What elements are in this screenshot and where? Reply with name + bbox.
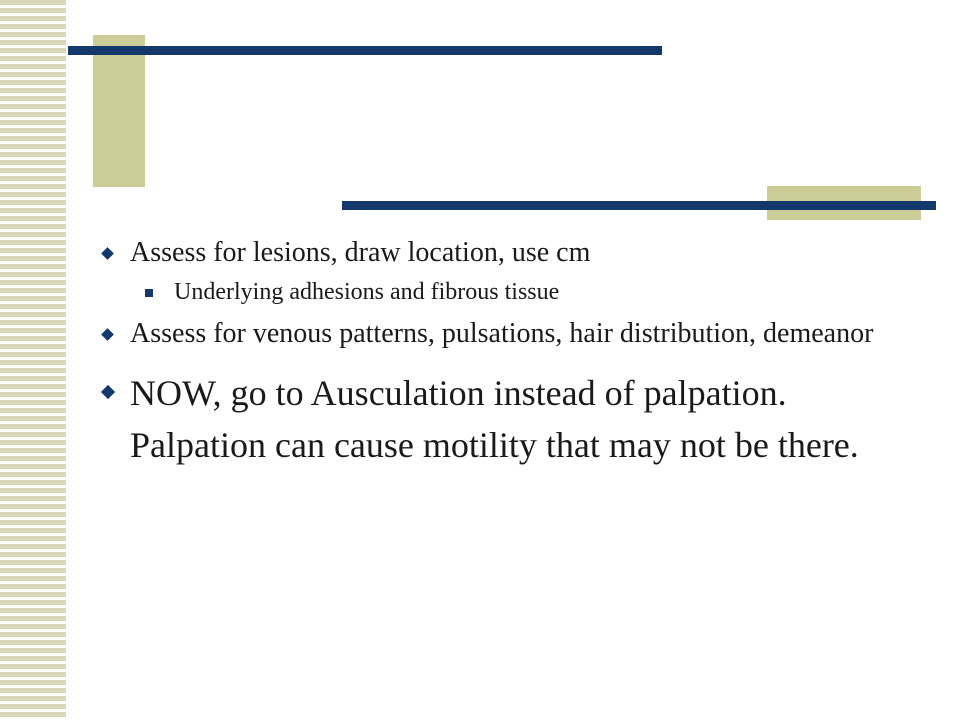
sub-bullet-item — [142, 278, 900, 307]
bullet-text: Assess for lesions, draw location, use cm — [130, 237, 591, 268]
bullet-text: NOW, go to Ausculation instead of palpation. Palpation can cause motility that may not be there. — [130, 372, 859, 466]
bullet-item — [100, 236, 900, 270]
left-stripe-decoration — [0, 0, 68, 720]
slide-title — [160, 70, 860, 180]
bullet-text: Assess for venous patterns, pulsations, hair distribution, demeanor — [130, 318, 874, 350]
diamond-bullet-icon — [101, 329, 114, 342]
sub-bullet-text: Underlying adhesions and fibrous tissue — [174, 278, 560, 305]
bullet-item — [100, 317, 900, 351]
diamond-bullet-icon — [101, 385, 115, 399]
tan-vertical-bar — [93, 35, 145, 187]
diamond-bullet-icon — [101, 247, 114, 260]
square-bullet-icon — [145, 289, 153, 297]
navy-bottom-rule — [342, 201, 936, 210]
navy-top-rule — [68, 46, 662, 55]
bullet-item-emphasis — [100, 367, 900, 471]
slide-body — [100, 236, 900, 471]
